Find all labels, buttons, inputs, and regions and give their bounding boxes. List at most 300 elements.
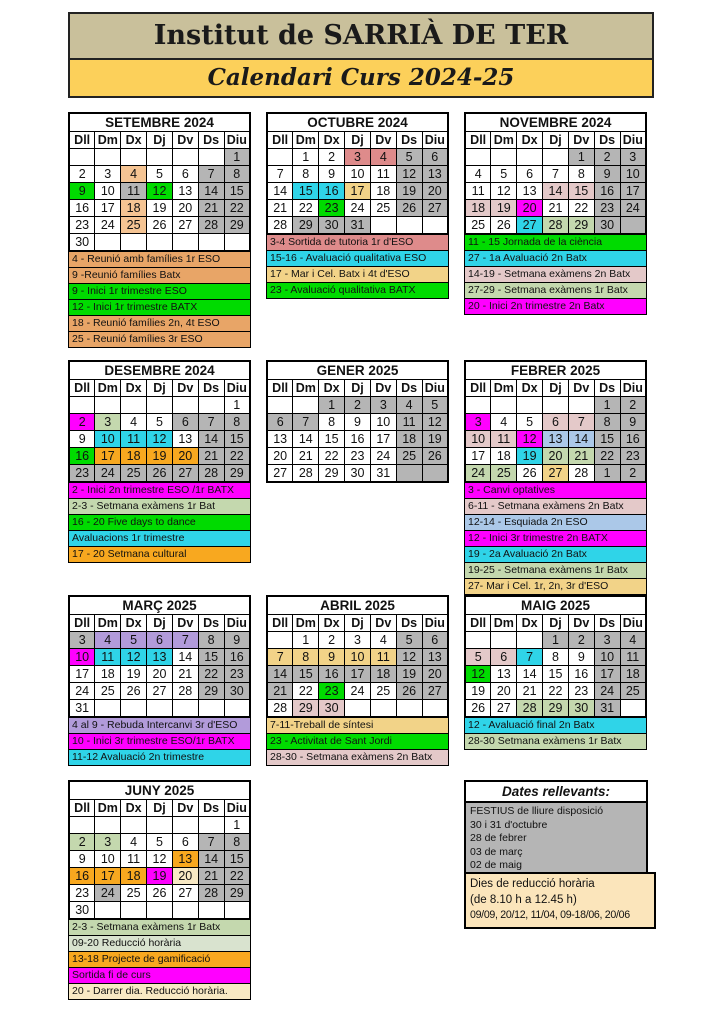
day-cell: 21 (293, 448, 319, 465)
day-cell: 2 (319, 149, 345, 166)
legend-item: 27-29 - Setmana exàmens 1r Batx (464, 282, 647, 299)
day-cell (396, 700, 422, 718)
day-cell: 9 (568, 649, 594, 666)
week-row (69, 465, 250, 483)
day-cell: 25 (396, 448, 422, 465)
day-cell: 17 (594, 666, 620, 683)
day-cell (198, 817, 224, 834)
day-cell: 28 (517, 700, 543, 718)
festius-line: 28 de febrer (470, 832, 527, 844)
day-cell: 12 (422, 414, 448, 431)
day-cell: 27 (172, 465, 198, 483)
day-cell: 30 (319, 700, 345, 718)
day-cell: 18 (491, 448, 517, 465)
day-cell: 7 (267, 649, 293, 666)
week-row (69, 817, 250, 834)
day-cell: 17 (465, 448, 491, 465)
day-cell (224, 234, 250, 252)
day-cell: 19 (396, 666, 422, 683)
day-cell: 15 (224, 183, 250, 200)
day-cell: 19 (147, 200, 173, 217)
month-title: MAIG 2025 (465, 596, 646, 615)
day-cell: 13 (422, 649, 448, 666)
day-cell: 9 (594, 166, 620, 183)
week-row (69, 868, 250, 885)
day-cell: 26 (396, 683, 422, 700)
day-cell: 12 (147, 851, 173, 868)
day-cell: 22 (594, 448, 620, 465)
day-cell: 11 (121, 851, 147, 868)
day-cell: 3 (95, 834, 121, 851)
week-row (69, 234, 250, 252)
weekday-header: Diu (224, 132, 250, 149)
day-cell (224, 902, 250, 920)
weekday-header: Ds (198, 380, 224, 397)
weekday-header: Ds (396, 132, 422, 149)
day-cell: 6 (172, 166, 198, 183)
day-cell: 20 (172, 868, 198, 885)
day-cell: 19 (396, 183, 422, 200)
day-cell: 4 (121, 834, 147, 851)
day-cell: 26 (517, 465, 543, 483)
day-cell: 8 (594, 414, 620, 431)
week-row (267, 149, 448, 166)
day-cell: 22 (224, 448, 250, 465)
day-cell: 21 (267, 200, 293, 217)
day-cell: 26 (491, 217, 517, 235)
month-table (266, 360, 449, 483)
day-cell: 4 (491, 414, 517, 431)
day-cell: 3 (465, 414, 491, 431)
day-cell (491, 149, 517, 166)
day-cell: 28 (198, 465, 224, 483)
weekday-header: Ds (396, 380, 422, 397)
week-row (267, 183, 448, 200)
day-cell: 13 (517, 183, 543, 200)
day-cell (198, 234, 224, 252)
week-row (267, 448, 448, 465)
day-cell: 31 (594, 700, 620, 718)
day-cell: 2 (345, 397, 371, 414)
day-cell (491, 632, 517, 649)
weekday-header: Dx (121, 615, 147, 632)
day-cell: 8 (319, 414, 345, 431)
weekday-header: Ds (198, 615, 224, 632)
legend-item: 2-3 - Setmana exàmens 1r Batx (68, 919, 251, 936)
week-row (465, 414, 646, 431)
day-cell: 19 (121, 666, 147, 683)
day-cell (370, 700, 396, 718)
weekday-header: Dm (491, 380, 517, 397)
weekday-header: Dll (267, 132, 293, 149)
day-cell: 22 (293, 200, 319, 217)
day-cell (121, 234, 147, 252)
week-row (69, 834, 250, 851)
day-cell: 10 (465, 431, 491, 448)
day-cell: 1 (568, 149, 594, 166)
day-cell: 12 (517, 431, 543, 448)
day-cell: 11 (95, 649, 121, 666)
week-row (69, 166, 250, 183)
month-octubre-2024 (266, 112, 449, 299)
day-cell: 13 (172, 183, 198, 200)
day-cell: 11 (620, 649, 646, 666)
month-table (68, 112, 251, 252)
legend-item: Avaluacions 1r trimestre (68, 530, 251, 547)
day-cell: 20 (422, 183, 448, 200)
day-cell: 23 (568, 683, 594, 700)
week-row (267, 200, 448, 217)
month-table (464, 360, 647, 483)
day-cell: 30 (345, 465, 371, 483)
day-cell: 8 (293, 166, 319, 183)
week-row (267, 414, 448, 431)
week-row (69, 885, 250, 902)
day-cell: 24 (95, 217, 121, 234)
day-cell: 18 (396, 431, 422, 448)
reduccio-dates-line: 09/09, 20/12, 11/04, 09-18/06, 20/06 (470, 909, 630, 921)
day-cell: 13 (267, 431, 293, 448)
day-cell: 24 (620, 200, 646, 217)
day-cell: 29 (319, 465, 345, 483)
day-cell (69, 149, 95, 166)
day-cell (147, 397, 173, 414)
week-row (69, 683, 250, 700)
month-maig-2025 (464, 595, 647, 750)
weekday-header: Dx (121, 132, 147, 149)
day-cell: 18 (121, 868, 147, 885)
legend-item: 09-20 Reducció horària (68, 935, 251, 952)
week-row (69, 200, 250, 217)
week-row (465, 431, 646, 448)
day-cell: 5 (396, 149, 422, 166)
day-cell: 30 (319, 217, 345, 235)
day-cell: 5 (147, 166, 173, 183)
weekday-header: Dv (370, 132, 396, 149)
day-cell (422, 217, 448, 235)
day-cell: 16 (224, 649, 250, 666)
day-cell: 25 (491, 465, 517, 483)
legend-item: 9 -Reunió famílies Batx (68, 267, 251, 284)
weekday-header: Diu (620, 132, 646, 149)
day-cell: 20 (491, 683, 517, 700)
weekday-header: Dm (95, 380, 121, 397)
day-cell: 9 (319, 166, 345, 183)
day-cell: 29 (293, 217, 319, 235)
day-cell: 15 (543, 666, 569, 683)
day-cell: 18 (370, 183, 396, 200)
weekday-header: Dj (345, 132, 371, 149)
day-cell: 18 (121, 448, 147, 465)
month-abril-2025 (266, 595, 449, 766)
week-row (69, 700, 250, 718)
dates-rellevants-body (464, 803, 648, 877)
legend-item: 10 - Inici 3r trimestre ESO/1r BATX (68, 733, 251, 750)
day-cell: 10 (594, 649, 620, 666)
week-row (465, 683, 646, 700)
month-novembre-2024 (464, 112, 647, 315)
day-cell: 16 (620, 431, 646, 448)
day-cell: 24 (69, 683, 95, 700)
day-cell: 15 (224, 431, 250, 448)
weekday-header: Dm (95, 800, 121, 817)
day-cell: 19 (147, 868, 173, 885)
legend-item: 16 - 20 Five days to dance (68, 514, 251, 531)
weekday-header: Dj (543, 132, 569, 149)
weekday-header: Ds (396, 615, 422, 632)
day-cell: 21 (198, 868, 224, 885)
weekday-header: Dm (293, 380, 319, 397)
day-cell: 12 (147, 431, 173, 448)
legend-item: 3 - Canvi optatives (464, 482, 647, 499)
day-cell: 13 (491, 666, 517, 683)
day-cell: 3 (620, 149, 646, 166)
week-row (465, 200, 646, 217)
reduccio-horaria-box (464, 872, 656, 929)
day-cell (95, 817, 121, 834)
month-table (68, 780, 251, 920)
day-cell: 18 (465, 200, 491, 217)
weekday-header: Dj (147, 380, 173, 397)
week-row (69, 632, 250, 649)
weekday-header: Dll (465, 615, 491, 632)
month-febrer-2025 (464, 360, 647, 595)
day-cell: 21 (172, 666, 198, 683)
day-cell: 16 (568, 666, 594, 683)
day-cell: 7 (198, 414, 224, 431)
month-table (464, 595, 647, 718)
legend-item: 18 - Reunió famílies 2n, 4t ESO (68, 315, 251, 332)
day-cell: 10 (620, 166, 646, 183)
day-cell: 4 (121, 166, 147, 183)
day-cell: 6 (147, 632, 173, 649)
day-cell: 25 (95, 683, 121, 700)
weekday-header: Dll (465, 380, 491, 397)
day-cell: 20 (172, 448, 198, 465)
day-cell: 18 (370, 666, 396, 683)
day-cell: 2 (319, 632, 345, 649)
day-cell: 21 (543, 200, 569, 217)
day-cell: 17 (345, 666, 371, 683)
legend-item: Sortida fi de curs (68, 967, 251, 984)
day-cell: 28 (293, 465, 319, 483)
day-cell: 14 (517, 666, 543, 683)
day-cell: 2 (594, 149, 620, 166)
day-cell: 3 (69, 632, 95, 649)
day-cell: 28 (198, 217, 224, 234)
day-cell: 11 (121, 431, 147, 448)
day-cell: 13 (422, 166, 448, 183)
day-cell: 3 (370, 397, 396, 414)
day-cell: 31 (345, 217, 371, 235)
day-cell: 1 (293, 632, 319, 649)
weekday-header: Dv (370, 615, 396, 632)
day-cell (517, 149, 543, 166)
day-cell: 27 (147, 683, 173, 700)
day-cell: 22 (293, 683, 319, 700)
month-title: FEBRER 2025 (465, 361, 646, 380)
week-row (69, 183, 250, 200)
day-cell: 9 (69, 183, 95, 200)
day-cell: 8 (224, 166, 250, 183)
day-cell: 24 (465, 465, 491, 483)
legend-item: 12 - Inici 3r trimestre 2n BATX (464, 530, 647, 547)
day-cell (121, 902, 147, 920)
week-row (267, 649, 448, 666)
day-cell: 2 (620, 465, 646, 483)
day-cell: 9 (69, 851, 95, 868)
month-table (266, 112, 449, 235)
day-cell: 4 (121, 414, 147, 431)
week-row (267, 666, 448, 683)
day-cell: 5 (121, 632, 147, 649)
day-cell: 14 (267, 183, 293, 200)
day-cell: 29 (224, 885, 250, 902)
dates-rellevants-box (464, 780, 648, 877)
day-cell: 2 (69, 166, 95, 183)
day-cell: 1 (224, 397, 250, 414)
day-cell: 21 (517, 683, 543, 700)
weekday-header: Dm (491, 132, 517, 149)
day-cell: 6 (422, 149, 448, 166)
day-cell: 19 (422, 431, 448, 448)
day-cell: 25 (121, 465, 147, 483)
weekday-header: Dv (568, 380, 594, 397)
week-row (69, 431, 250, 448)
day-cell: 6 (422, 632, 448, 649)
day-cell (121, 149, 147, 166)
week-row (465, 397, 646, 414)
day-cell: 1 (224, 817, 250, 834)
day-cell: 9 (345, 414, 371, 431)
day-cell: 9 (319, 649, 345, 666)
dates-rellevants-title: Dates rellevants: (464, 780, 648, 803)
day-cell: 22 (198, 666, 224, 683)
day-cell: 17 (69, 666, 95, 683)
week-row (69, 149, 250, 166)
day-cell: 16 (594, 183, 620, 200)
day-cell: 22 (319, 448, 345, 465)
day-cell (172, 234, 198, 252)
school-name: Institut de SARRIÀ DE TER (68, 12, 654, 60)
month-title: JUNY 2025 (69, 781, 250, 800)
day-cell: 9 (224, 632, 250, 649)
day-cell: 15 (293, 183, 319, 200)
day-cell (95, 902, 121, 920)
week-row (69, 902, 250, 920)
day-cell (465, 632, 491, 649)
day-cell: 16 (69, 868, 95, 885)
day-cell: 8 (224, 834, 250, 851)
day-cell: 27 (517, 217, 543, 235)
weekday-header: Ds (594, 380, 620, 397)
weekday-header: Ds (198, 132, 224, 149)
legend-item: 7-11-Treball de síntesi (266, 717, 449, 734)
day-cell (172, 149, 198, 166)
day-cell: 10 (95, 851, 121, 868)
day-cell: 21 (568, 448, 594, 465)
legend-item: 12 - Avaluació final 2n Batx (464, 717, 647, 734)
page-header (68, 12, 654, 98)
weekday-header: Dv (370, 380, 396, 397)
day-cell: 20 (422, 666, 448, 683)
day-cell (147, 149, 173, 166)
day-cell: 3 (95, 166, 121, 183)
day-cell: 16 (69, 200, 95, 217)
day-cell: 12 (147, 183, 173, 200)
day-cell: 13 (147, 649, 173, 666)
day-cell (69, 397, 95, 414)
week-row (267, 397, 448, 414)
day-cell: 17 (345, 183, 371, 200)
weekday-header: Diu (620, 380, 646, 397)
weekday-header: Dll (267, 615, 293, 632)
month-table (464, 112, 647, 235)
month-table (266, 595, 449, 718)
legend-item: 28-30 - Setmana exàmens 2n Batx (266, 749, 449, 766)
week-row (465, 666, 646, 683)
day-cell: 7 (543, 166, 569, 183)
legend-item: 3-4 Sortida de tutoria 1r d'ESO (266, 234, 449, 251)
day-cell: 24 (95, 465, 121, 483)
month-title: NOVEMBRE 2024 (465, 113, 646, 132)
month-setembre-2024 (68, 112, 251, 348)
day-cell: 17 (370, 431, 396, 448)
legend-item: 25 - Reunió famílies 3r ESO (68, 331, 251, 348)
day-cell: 15 (319, 431, 345, 448)
legend-item: 4 - Reunió amb famílies 1r ESO (68, 251, 251, 268)
legend-item: 19 - 2a Avaluació 2n Batx (464, 546, 647, 563)
weekday-header: Dll (465, 132, 491, 149)
day-cell (396, 217, 422, 235)
week-row (267, 166, 448, 183)
day-cell: 3 (95, 414, 121, 431)
legend-item: 20 - Darrer dia. Reducció horària. (68, 983, 251, 1000)
legend-item: 27 - 1a Avaluació 2n Batx (464, 250, 647, 267)
day-cell: 30 (69, 902, 95, 920)
day-cell: 6 (172, 414, 198, 431)
day-cell (172, 817, 198, 834)
day-cell: 23 (224, 666, 250, 683)
month-title: SETEMBRE 2024 (69, 113, 250, 132)
day-cell: 8 (293, 649, 319, 666)
weekday-header: Diu (620, 615, 646, 632)
weekday-header: Dv (172, 380, 198, 397)
day-cell: 22 (224, 868, 250, 885)
weekday-header: Ds (594, 132, 620, 149)
day-cell (422, 700, 448, 718)
day-cell: 18 (121, 200, 147, 217)
day-cell: 16 (319, 183, 345, 200)
day-cell: 22 (568, 200, 594, 217)
day-cell: 7 (517, 649, 543, 666)
weekday-header: Dx (121, 380, 147, 397)
weekday-header: Dj (147, 615, 173, 632)
day-cell: 10 (370, 414, 396, 431)
weekday-header: Dll (69, 132, 95, 149)
day-cell: 24 (370, 448, 396, 465)
day-cell: 23 (620, 448, 646, 465)
day-cell: 22 (224, 200, 250, 217)
day-cell: 30 (69, 234, 95, 252)
day-cell: 7 (198, 834, 224, 851)
week-row (465, 183, 646, 200)
festius-line: 02 de maig (470, 859, 522, 871)
legend-item: 13-18 Projecte de gamificació (68, 951, 251, 968)
day-cell: 12 (396, 166, 422, 183)
week-row (465, 166, 646, 183)
day-cell (422, 465, 448, 483)
